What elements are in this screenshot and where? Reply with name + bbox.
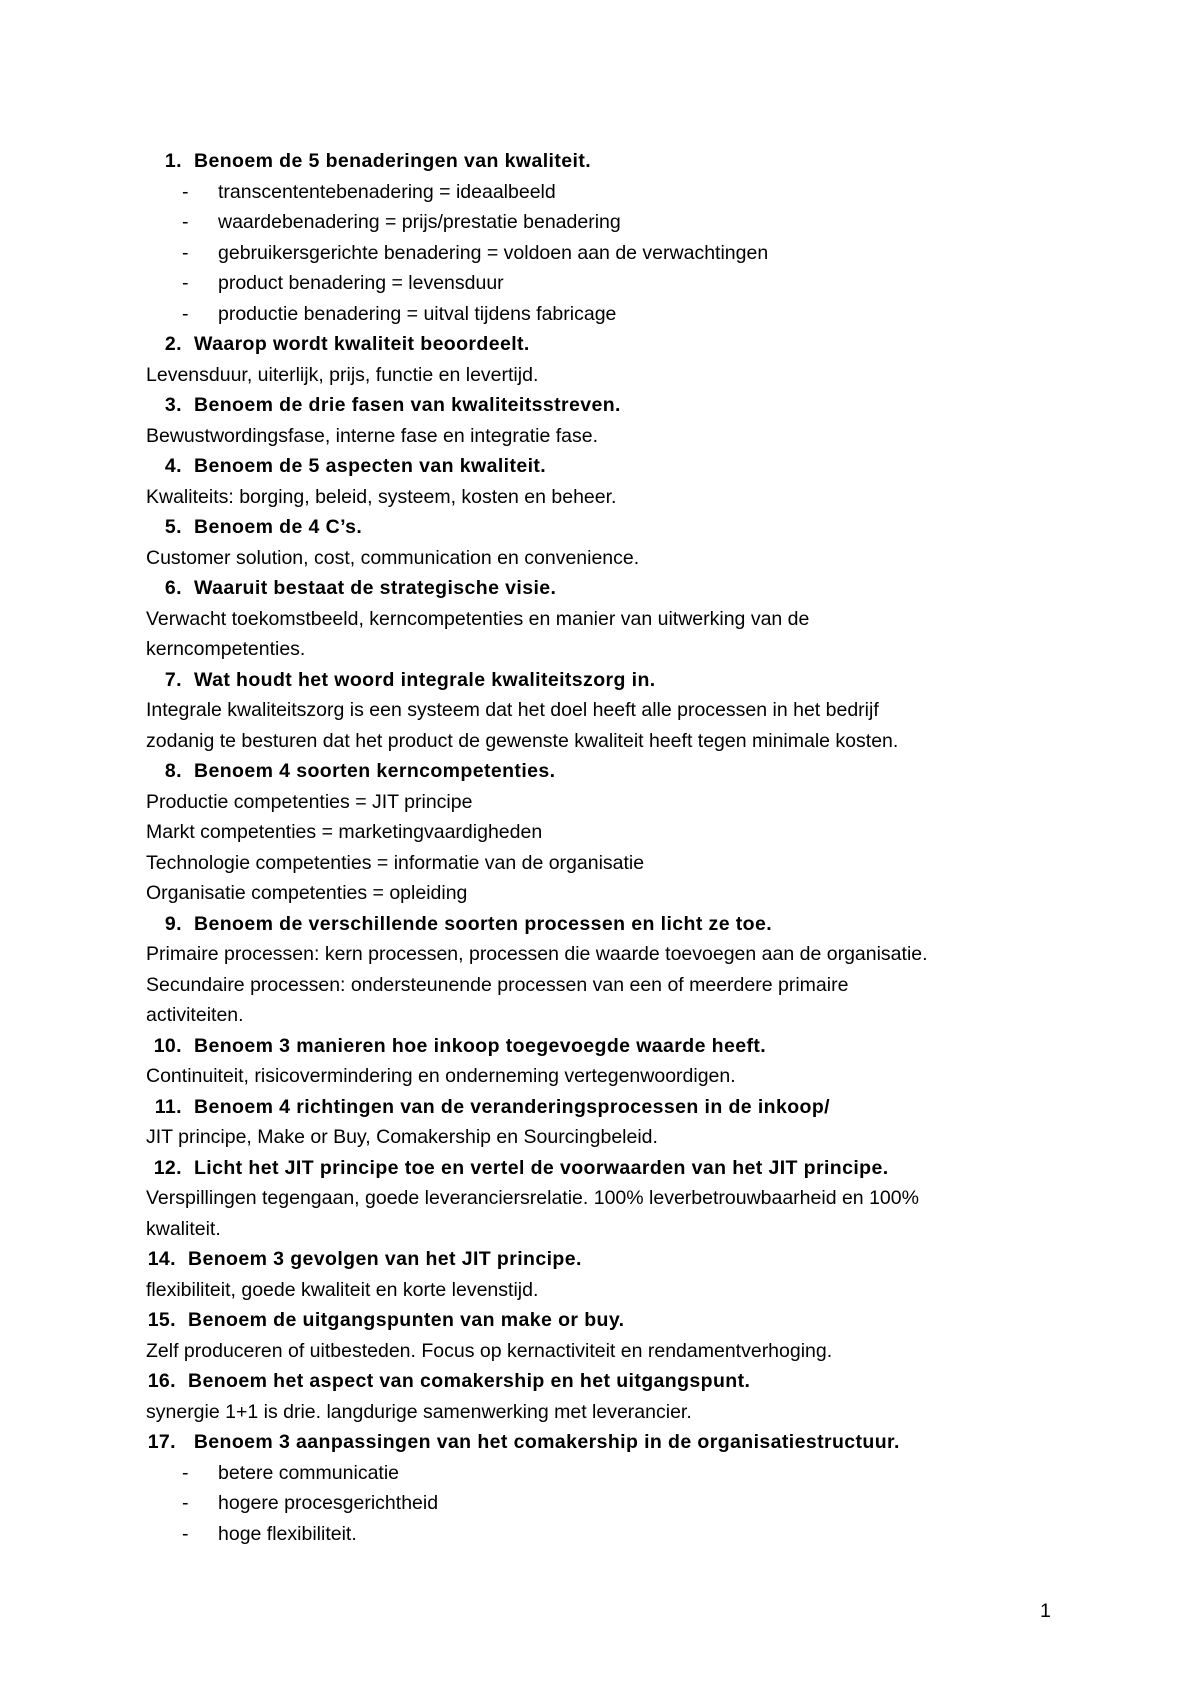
answer-text: flexibiliteit, goede kwaliteit en korte levenstijd. (146, 1278, 539, 1301)
question-heading (146, 909, 1046, 940)
question-heading (146, 1427, 1046, 1458)
bullet-item (146, 207, 1046, 238)
question-number: 6. (164, 577, 182, 599)
question-number: 8. (164, 760, 182, 782)
question-number: 5. (164, 516, 182, 538)
question-text: Benoem 3 gevolgen van het JIT principe. (188, 1248, 582, 1270)
question-text: Benoem de drie fasen van kwaliteitsstreven. (194, 394, 621, 416)
question-heading (146, 1366, 1046, 1397)
question-text: Benoem 4 soorten kerncompetenties. (194, 760, 556, 782)
question-heading (146, 1092, 1046, 1123)
question-number: 14. (147, 1248, 176, 1270)
answer-text: Customer solution, cost, communication en convenience. (146, 546, 640, 569)
dash-marker: - (182, 1492, 189, 1514)
answer-text: Zelf produceren of uitbesteden. Focus op kernactiviteit en rendamentverhoging. (146, 1339, 833, 1362)
question-number: 15. (147, 1309, 176, 1331)
question-heading (146, 1244, 1046, 1275)
question-text: Benoem de 5 aspecten van kwaliteit. (194, 455, 547, 477)
dash-marker: - (182, 180, 189, 203)
question-number: 9. (164, 912, 182, 935)
question-heading (146, 573, 1046, 604)
bullet-item (146, 1519, 1046, 1550)
question-heading (146, 1305, 1046, 1336)
answer-text: Continuiteit, risicovermindering en onderneming vertegenwoordigen. (146, 1065, 736, 1087)
answer-text: kerncompetenties. (146, 638, 306, 660)
answer-text: zodanig te besturen dat het product de gewenste kwaliteit heeft tegen minimale kosten. (146, 729, 899, 752)
question-heading (146, 1153, 1046, 1184)
bullet-text: gebruikersgerichte benadering = voldoen aan de verwachtingen (218, 241, 769, 264)
answer-text: Technologie competenties = informatie van de organisatie (146, 851, 645, 874)
question-number: 17. (147, 1431, 176, 1453)
document-body (146, 146, 1046, 1549)
question-number: 2. (164, 333, 182, 355)
question-heading (146, 146, 1046, 177)
question-number: 12. (153, 1156, 182, 1179)
bullet-text: hogere procesgerichtheid (218, 1492, 439, 1514)
question-heading (146, 451, 1046, 482)
question-text: Waarop wordt kwaliteit beoordeelt. (194, 333, 530, 355)
question-number: 4. (164, 455, 182, 477)
answer-text: Verspillingen tegengaan, goede leveranciersrelatie. 100% leverbetrouwbaarheid en 100% (146, 1187, 919, 1209)
bullet-text: hoge flexibiliteit. (218, 1522, 357, 1545)
page-number: 1 (1040, 1600, 1051, 1622)
dash-marker: - (182, 302, 189, 325)
question-text: Benoem 3 manieren hoe inkoop toegevoegde waarde heeft. (194, 1034, 767, 1057)
bullet-item (146, 1488, 1046, 1519)
dash-marker: - (182, 272, 189, 294)
bullet-item (146, 177, 1046, 208)
question-number: 3. (164, 394, 182, 416)
bullet-text: betere communicatie (218, 1461, 400, 1484)
answer-text: Bewustwordingsfase, interne fase en integratie fase. (146, 424, 599, 447)
question-heading (146, 756, 1046, 787)
dash-marker: - (182, 1461, 189, 1484)
question-text: Benoem het aspect van comakership en het uitgangspunt. (188, 1370, 751, 1392)
answer-text: synergie 1+1 is drie. langdurige samenwerking met leverancier. (146, 1400, 692, 1423)
question-text: Benoem 3 aanpassingen van het comakership in de organisatiestructuur. (188, 1431, 900, 1453)
answer-text: Organisatie competenties = opleiding (146, 882, 468, 904)
question-number: 11. (154, 1095, 182, 1118)
question-number: 16. (147, 1370, 176, 1392)
answer-text: Integrale kwaliteitszorg is een systeem dat het doel heeft alle processen in het bedrijf (146, 699, 879, 721)
bullet-text: productie benadering = uitval tijdens fabricage (218, 302, 617, 325)
question-text: Licht het JIT principe toe en vertel de voorwaarden van het JIT principe. (194, 1156, 889, 1179)
answer-text: Secundaire processen: ondersteunende processen van een of meerdere primaire (146, 973, 849, 996)
bullet-text: product benadering = levensduur (218, 272, 504, 294)
answer-text: Markt competenties = marketingvaardigheden (146, 821, 543, 843)
question-text: Benoem de verschillende soorten processen en licht ze toe. (194, 912, 773, 935)
answer-text: Primaire processen: kern processen, processen die waarde toevoegen aan de organisatie. (146, 943, 928, 965)
question-number: 7. (164, 668, 182, 691)
bullet-item (146, 238, 1046, 269)
dash-marker: - (182, 1522, 189, 1545)
question-text: Benoem de 4 C’s. (194, 516, 363, 538)
answer-text: activiteiten. (146, 1004, 244, 1026)
question-heading (146, 329, 1046, 360)
question-number: 10. (153, 1034, 182, 1057)
question-text: Benoem 4 richtingen van de veranderingsprocessen in de inkoop/ (194, 1095, 830, 1118)
question-heading (146, 512, 1046, 543)
dash-marker: - (182, 241, 189, 264)
question-heading (146, 665, 1046, 696)
bullet-item (146, 268, 1046, 299)
question-heading (146, 1031, 1046, 1062)
bullet-text: transcententebenadering = ideaalbeeld (218, 180, 556, 203)
answer-text: Productie competenties = JIT principe (146, 790, 473, 813)
answer-text: kwaliteit. (146, 1217, 221, 1240)
bullet-item (146, 1458, 1046, 1489)
question-text: Benoem de uitgangspunten van make or buy. (188, 1309, 625, 1331)
question-text: Wat houdt het woord integrale kwaliteitszorg in. (194, 668, 656, 691)
dash-marker: - (182, 211, 189, 233)
answer-text: Verwacht toekomstbeeld, kerncompetenties en manier van uitwerking van de (146, 607, 810, 630)
bullet-text: waardebenadering = prijs/prestatie benadering (218, 211, 621, 233)
answer-text: Levensduur, uiterlijk, prijs, functie en levertijd. (146, 363, 539, 386)
question-text: Benoem de 5 benaderingen van kwaliteit. (194, 150, 592, 172)
question-heading (146, 390, 1046, 421)
answer-text: Kwaliteits: borging, beleid, systeem, kosten en beheer. (146, 485, 617, 508)
answer-text: JIT principe, Make or Buy, Comakership en Sourcingbeleid. (146, 1126, 658, 1148)
question-text: Waaruit bestaat de strategische visie. (194, 577, 557, 599)
bullet-item (146, 299, 1046, 330)
question-number: 1. (164, 150, 182, 172)
